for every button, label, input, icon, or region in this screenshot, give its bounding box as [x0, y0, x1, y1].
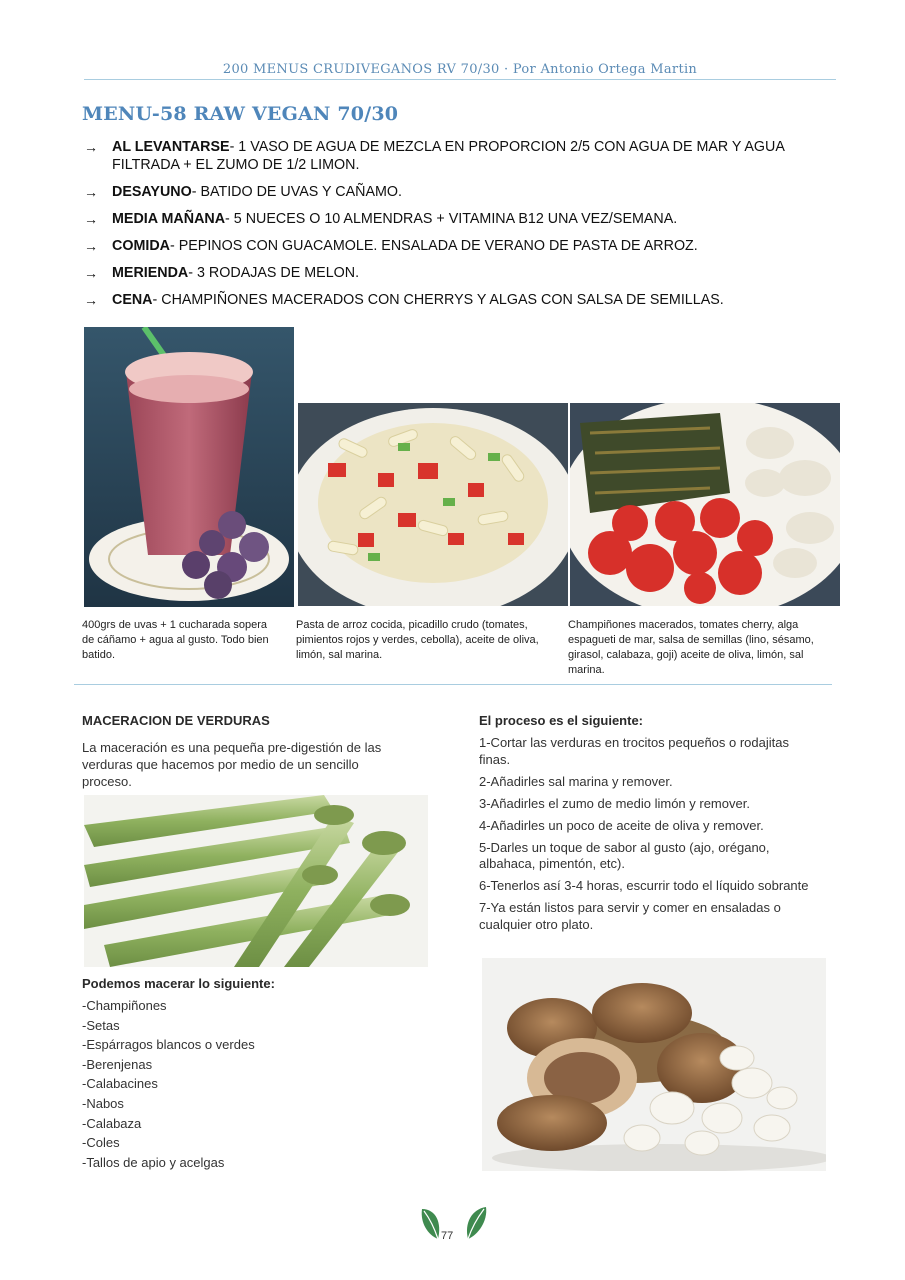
list-item: -Tallos de apio y acelgas — [82, 1154, 225, 1170]
meal-label: MEDIA MAÑANA — [112, 211, 226, 227]
meal-item-merienda — [84, 264, 814, 282]
arrow-icon: → — [84, 139, 98, 155]
meal-text: - PEPINOS CON GUACAMOLE. ENSALADA DE VERANO DE PASTA DE ARROZ. — [169, 238, 698, 254]
menu-title: MENU-58 RAW VEGAN 70/30 — [82, 103, 399, 125]
meal-item-desayuno — [84, 183, 814, 201]
step-item: 6-Tenerlos así 3-4 horas, escurrir todo el líquido sobrante — [479, 878, 809, 893]
meal-text: - 3 RODAJAS DE MELON. — [188, 265, 360, 281]
meal-text: - 5 NUECES O 10 ALMENDRAS + VITAMINA B12 UNA VEZ/SEMANA. — [225, 211, 678, 227]
smoothie-photo — [84, 327, 294, 607]
meal-list — [84, 138, 814, 318]
arrow-icon: → — [84, 238, 98, 254]
meal-item-comida — [84, 237, 814, 255]
meal-label: COMIDA — [112, 238, 170, 254]
mushroom-tomato-photo — [570, 403, 840, 606]
smoothie-caption: 400grs de uvas + 1 cucharada sopera de cáñamo + agua al gusto. Todo bien batido. — [82, 619, 269, 661]
pasta-caption: Pasta de arroz cocida, picadillo crudo (tomates, pimientos rojos y verdes, cebolla), aceite de oliva, limón, sal marina. — [296, 619, 539, 661]
step-item: 2-Añadirles sal marina y remover. — [479, 773, 673, 789]
page-number: 77 — [441, 1230, 454, 1242]
leaf-logo-icon — [418, 1205, 490, 1243]
meal-label: CENA — [112, 292, 153, 308]
running-header: 200 MENUS CRUDIVEGANOS RV 70/30 · Por Antonio Ortega Martin — [222, 62, 698, 77]
list-item: -Calabaza — [82, 1115, 142, 1131]
step-item: 1-Cortar las verduras en trocitos pequeños o rodajitas finas. — [479, 735, 789, 767]
step-item: 5-Darles un toque de sabor al gusto (ajo, orégano, albahaca, pimentón, etc). — [479, 839, 770, 871]
meal-item-cena — [84, 291, 814, 309]
arrow-icon: → — [84, 292, 98, 308]
step-item: 4-Añadirles un poco de aceite de oliva y remover. — [479, 817, 764, 833]
maceracion-title: MACERACION DE VERDURAS — [82, 713, 270, 728]
asparagus-photo — [84, 795, 428, 967]
meal-item-al-levantarse — [84, 138, 814, 174]
macerar-list-title: Podemos macerar lo siguiente: — [82, 976, 275, 991]
meal-label: DESAYUNO — [112, 184, 192, 200]
meal-text: - CHAMPIÑONES MACERADOS CON CHERRYS Y ALGAS CON SALSA DE SEMILLAS. — [152, 292, 724, 308]
list-item: -Espárragos blancos o verdes — [82, 1037, 255, 1053]
meal-item-media-manana — [84, 210, 814, 228]
step-item: 3-Añadirles el zumo de medio limón y remover. — [479, 795, 750, 811]
proceso-steps — [479, 735, 819, 939]
step-item: 7-Ya están listos para servir y comer en ensaladas o cualquier otro plato. — [479, 900, 781, 932]
arrow-icon: → — [84, 184, 98, 200]
list-item: -Nabos — [82, 1095, 124, 1111]
proceso-title: El proceso es el siguiente: — [479, 713, 643, 728]
mushroom-caption: Champiñones macerados, tomates cherry, alga espagueti de mar, salsa de semillas (lino, sésamo, girasol, calabaza, goji) aceite de oliva, limón, sal marina. — [568, 619, 814, 676]
mushrooms-photo — [482, 958, 826, 1171]
arrow-icon: → — [84, 211, 98, 227]
list-item: -Berenjenas — [82, 1056, 153, 1072]
meal-text: - 1 VASO DE AGUA DE MEZCLA EN PROPORCION 2/5 CON AGUA DE MAR Y AGUA FILTRADA + EL ZUMO DE 1/2 LIMON. — [112, 139, 785, 173]
arrow-icon: → — [84, 265, 98, 281]
list-item: -Calabacines — [82, 1076, 158, 1092]
list-item: -Coles — [82, 1135, 120, 1151]
list-item: -Setas — [82, 1017, 120, 1033]
maceracion-intro: La maceración es una pequeña pre-digestión de las verduras que hacemos por medio de un sencillo proceso. — [82, 740, 382, 789]
section-divider — [74, 684, 832, 685]
pasta-salad-photo — [298, 403, 568, 606]
meal-label: MERIENDA — [112, 265, 189, 281]
list-item: -Champiñones — [82, 998, 167, 1013]
header-divider — [84, 79, 836, 80]
meal-text: - BATIDO DE UVAS Y CAÑAMO. — [191, 184, 402, 200]
macerar-list — [82, 996, 412, 1172]
meal-label: AL LEVANTARSE — [112, 139, 230, 155]
